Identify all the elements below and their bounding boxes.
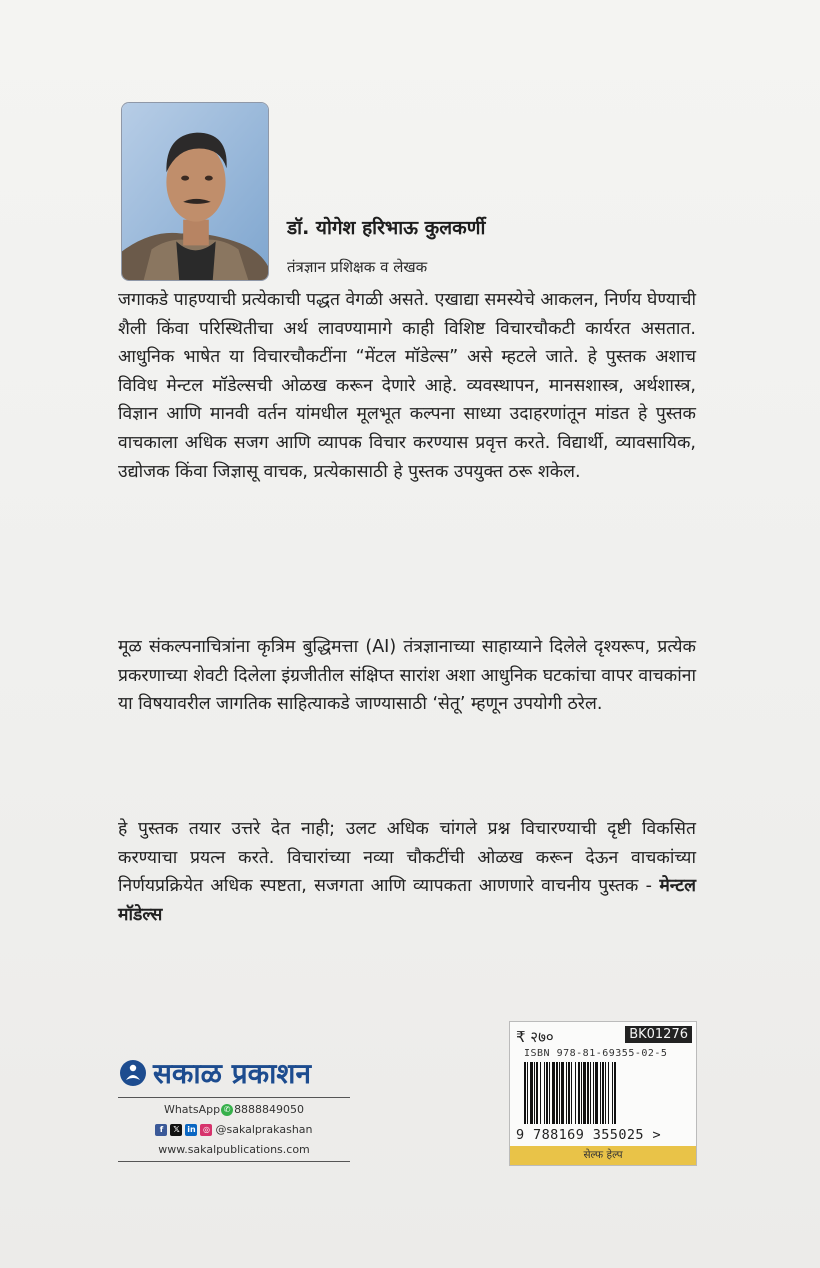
whatsapp-icon: ✆ [221, 1104, 233, 1116]
linkedin-icon: in [187, 1124, 196, 1134]
divider [118, 1097, 350, 1098]
publisher-name: सकाळ प्रकाशन [153, 1057, 311, 1090]
barcode-number: 9 788169 355025 > [516, 1127, 661, 1143]
genre-label: सेल्फ हेल्प [510, 1146, 696, 1165]
whatsapp-label: WhatsApp [163, 1103, 221, 1116]
whatsapp-number: 8888849050 [234, 1103, 305, 1116]
whatsapp-line [118, 1103, 350, 1116]
author-role: तंत्रज्ञान प्रशिक्षक व लेखक [287, 258, 428, 276]
divider [118, 1161, 350, 1162]
website[interactable]: www.sakalpublications.com [158, 1143, 310, 1156]
book-code: BK01276 [625, 1026, 692, 1043]
instagram-icon: ◎ [200, 1124, 212, 1136]
x-icon: 𝕏 [170, 1124, 182, 1136]
social-handle: @sakalprakashan [215, 1123, 313, 1136]
blurb-paragraph-2: मूळ संकल्पनाचित्रांना कृत्रिम बुद्धिमत्ता (AI) तंत्रज्ञानाच्या साहाय्याने दिलेले दृश्यरूप, प्रत्येक प्रकरणाच्या शेवटी दिलेला इंग्रजीतील संक्षिप्त सारांश अशा आधुनिक घटकांचा वापर वाचकांना या विषयावरील जागतिक साहित्याकडे जाण्यासाठी ‘सेतू’ म्हणून उपयोगी ठरेल. [118, 637, 696, 715]
author-name: डॉ. योगेश हरिभाऊ कुलकर्णी [287, 217, 486, 239]
blurb-paragraph-1: जगाकडे पाहण्याची प्रत्येकाची पद्धत वेगळी असते. एखाद्या समस्येचे आकलन, निर्णय घेण्याची शैली किंवा परिस्थितीचा अर्थ लावण्यामागे काही विशिष्ट विचारचौकटी कार्यरत असतात. आधुनिक भाषेत या विचारचौकटींना “मेंटल मॉडेल्स” असे म्हटले जाते. हे पुस्तक अशाच विविध मेन्टल मॉडेल्सची ओळख करून देणारे आहे. व्यवस्थापन, मानसशास्त्र, अर्थशास्त्र, विज्ञान आणि मानवी वर्तन यांमधील मूलभूत कल्पना साध्या उदाहरणांतून मांडत हे पुस्तक वाचकाला अधिक सजग आणि व्यापक विचार करण्यास प्रवृत्त करते. विद्यार्थी, व्यावसायिक, उद्योजक किंवा जिज्ञासू वाचक, प्रत्येकासाठी हे पुस्तक उपयुक्त ठरू शकेल. [118, 290, 696, 482]
publisher-logo [119, 1053, 311, 1093]
author-photo [121, 102, 269, 281]
blurb-paragraph-3 [118, 815, 696, 929]
barcode [522, 1062, 686, 1126]
isbn: ISBN 978-81-69355-02-5 [524, 1048, 668, 1059]
price-barcode-box [509, 1021, 697, 1166]
publisher-emblem-icon [119, 1059, 147, 1087]
book-title-inline: मेन्टल मॉडेल्स [118, 876, 696, 925]
social-line [118, 1123, 350, 1136]
blurb-paragraph-3-text: हे पुस्तक तयार उत्तरे देत नाही; उलट अधिक चांगले प्रश्न विचारण्याची दृष्टी विकसित करण्याचा प्रयत्न करते. विचारांच्या नव्या चौकटींची ओळख करून देऊन वाचकांच्या निर्णयप्रक्रियेत अधिक स्पष्टता, सजगता आणि व्यापकता आणणारे वाचनीय पुस्तक - [118, 819, 696, 897]
facebook-icon: f [155, 1124, 167, 1136]
price: ₹ २७० [516, 1028, 554, 1046]
